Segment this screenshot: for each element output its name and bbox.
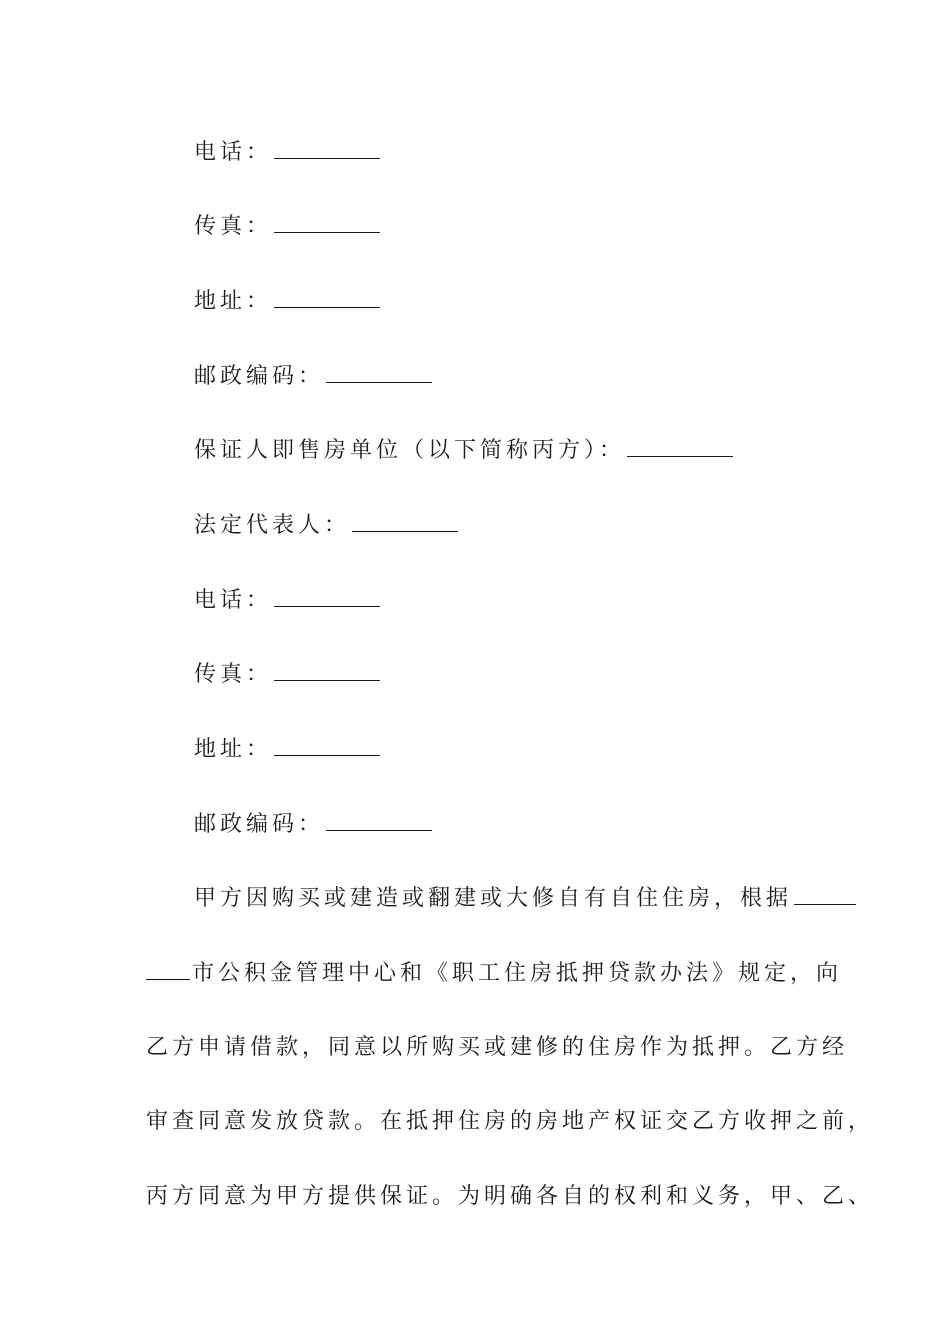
address-blank (274, 735, 380, 756)
phone-label: 电话： (194, 140, 273, 165)
guarantor-address-line (194, 735, 380, 764)
postcode-blank (326, 810, 432, 831)
paragraph-line-2 (146, 959, 842, 988)
guarantor-phone-line (194, 586, 380, 615)
postcode-label: 邮政编码： (194, 364, 325, 389)
guarantor-heading-line (194, 436, 733, 465)
fax-blank (274, 212, 380, 233)
legal-rep-label: 法定代表人： (194, 513, 351, 538)
guarantor-heading: 保证人即售房单位（以下简称丙方）： (194, 438, 626, 463)
fax-blank (274, 660, 380, 681)
paragraph-line-1 (194, 884, 856, 913)
paragraph-text: 甲方因购买或建造或翻建或大修自有自住住房，根据 (194, 886, 793, 911)
postcode-blank (326, 362, 432, 383)
paragraph-line-5 (146, 1183, 874, 1211)
city-blank-start (794, 884, 856, 905)
postcode-label: 邮政编码： (194, 812, 325, 837)
guarantor-blank (627, 436, 733, 457)
paragraph-text: 丙方同意为甲方提供保证。为明确各自的权利和义务，甲、乙、 (146, 1184, 875, 1209)
city-blank-end (146, 959, 190, 980)
paragraph-line-4 (146, 1108, 874, 1136)
address-blank (274, 287, 380, 308)
legal-rep-blank (352, 511, 458, 532)
guarantor-legal-rep-line (194, 511, 458, 540)
paragraph-text: 市公积金管理中心和《职工住房抵押贷款办法》规定，向 (192, 961, 843, 986)
paragraph-line-3 (146, 1034, 848, 1062)
phone-label: 电话： (194, 588, 273, 613)
guarantor-fax-line (194, 660, 380, 689)
fax-label: 传真： (194, 214, 273, 239)
party-b-phone-line (194, 138, 380, 167)
party-b-fax-line (194, 212, 380, 241)
phone-blank (274, 586, 380, 607)
paragraph-text: 乙方申请借款，同意以所购买或建修的住房作为抵押。乙方经 (146, 1035, 849, 1060)
phone-blank (274, 138, 380, 159)
party-b-address-line (194, 287, 380, 316)
address-label: 地址： (194, 737, 273, 762)
paragraph-text: 审查同意发放贷款。在抵押住房的房地产权证交乙方收押之前， (146, 1109, 875, 1134)
address-label: 地址： (194, 289, 273, 314)
fax-label: 传真： (194, 662, 273, 687)
party-b-postcode-line (194, 362, 432, 391)
guarantor-postcode-line (194, 810, 432, 839)
